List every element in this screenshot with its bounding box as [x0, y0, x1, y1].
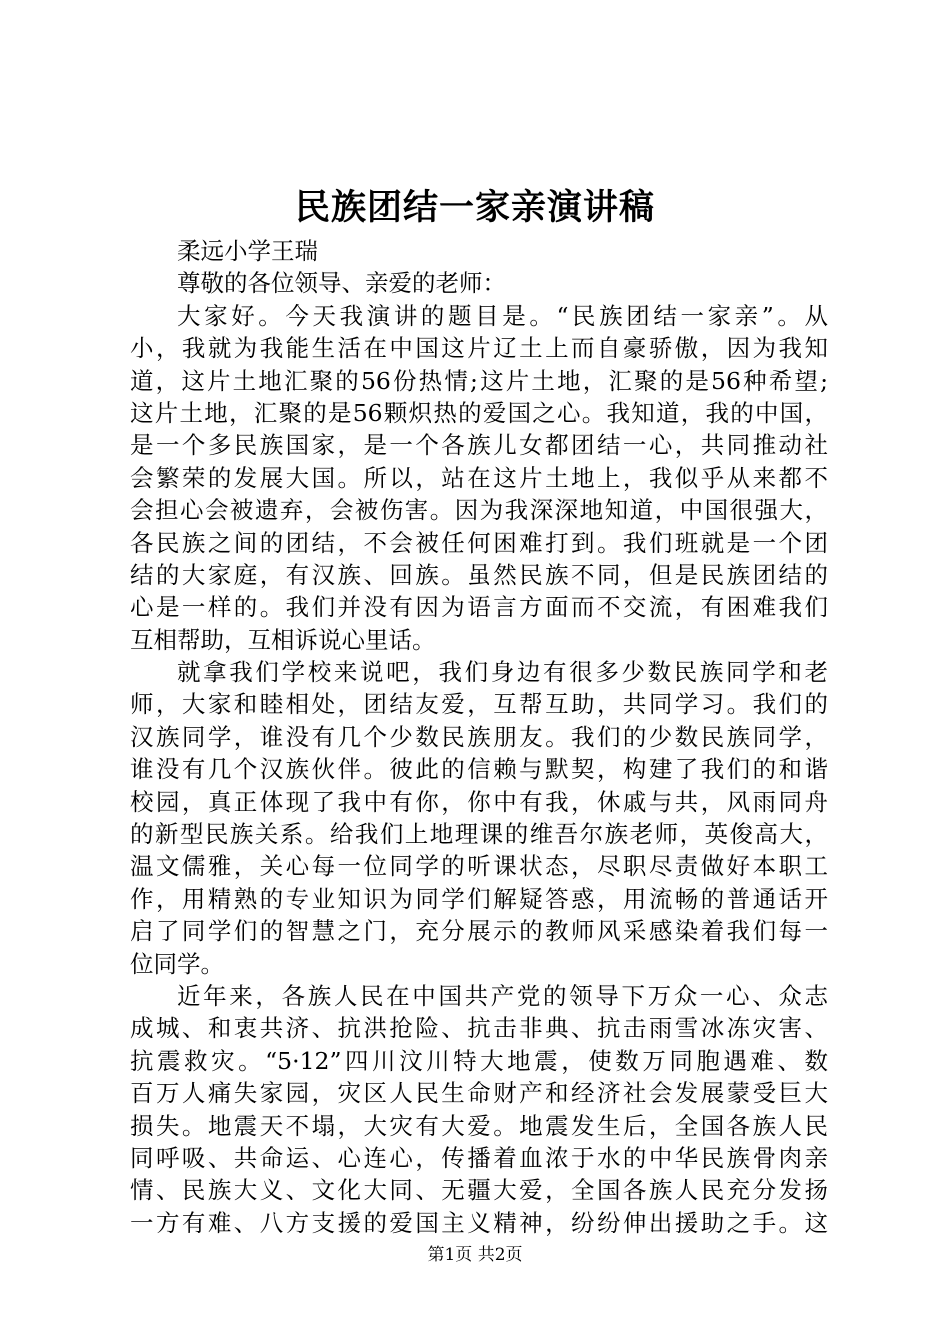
paragraph-line: 同呼吸、共命运、心连心，传播着血浓于水的中华民族骨肉亲: [130, 1143, 828, 1172]
paragraph-line: 这片土地，汇聚的是56颗炽热的爱国之心。我知道，我的中国，: [130, 398, 828, 427]
paragraph-line: 成城、和衷共济、抗洪抢险、抗击非典、抗击雨雪冰冻灾害、: [130, 1014, 828, 1043]
paragraph-line: 会担心会被遗弃，会被伤害。因为我深深地知道，中国很强大，: [130, 496, 828, 525]
paragraph-line: 位同学。: [130, 949, 224, 978]
salutation-line: 尊敬的各位领导、亲爱的老师：: [177, 269, 506, 298]
paragraph-line: 各民族之间的团结，不会被任何困难打到。我们班就是一个团: [130, 528, 828, 557]
paragraph-line: 道，这片土地汇聚的56份热情;这片土地，汇聚的是56种希望;: [130, 366, 828, 395]
paragraph-line: 师，大家和睦相处，团结友爱，互帮互助，共同学习。我们的: [130, 690, 828, 719]
author-line: 柔远小学王瑞: [177, 237, 318, 265]
page-footer: 第1页 共2页: [427, 1245, 523, 1265]
paragraph-line: 会繁荣的发展大国。所以，站在这片土地上，我似乎从来都不: [130, 463, 828, 492]
paragraph-line: 大家好。今天我演讲的题目是。“民族团结一家亲”。从: [177, 301, 828, 330]
paragraph: [130, 656, 828, 980]
paragraph-line: 汉族同学，谁没有几个少数民族朋友。我们的少数民族同学，: [130, 722, 828, 751]
paragraph-line: 校园，真正体现了我中有你，你中有我，休戚与共，风雨同舟: [130, 787, 828, 816]
paragraph-line: 就拿我们学校来说吧，我们身边有很多少数民族同学和老: [177, 658, 828, 687]
paragraph-line: 互相帮助，互相诉说心里话。: [130, 625, 436, 654]
paragraph-line: 温文儒雅，关心每一位同学的听课状态，尽职尽责做好本职工: [130, 852, 828, 881]
paragraph-line: 的新型民族关系。给我们上地理课的维吾尔族老师，英俊高大，: [130, 820, 828, 849]
paragraph-line: 损失。地震天不塌，大灾有大爱。地震发生后，全国各族人民: [130, 1111, 828, 1140]
paragraph: [130, 980, 828, 1239]
paragraph-line: 情、民族大义、文化大同、无疆大爱，全国各族人民充分发扬: [130, 1176, 828, 1205]
paragraph-line: 结的大家庭，有汉族、回族。虽然民族不同，但是民族团结的: [130, 560, 828, 589]
document-title: 民族团结一家亲演讲稿: [294, 187, 655, 228]
paragraph-line: 心是一样的。我们并没有因为语言方面而不交流，有困难我们: [130, 593, 828, 622]
paragraph-line: 近年来，各族人民在中国共产党的领导下万众一心、众志: [177, 981, 828, 1010]
paragraph-line: 谁没有几个汉族伙伴。彼此的信赖与默契，构建了我们的和谐: [130, 755, 828, 784]
paragraph-line: 启了同学们的智慧之门，充分展示的教师风采感染着我们每一: [130, 917, 828, 946]
paragraph-line: 是一个多民族国家，是一个各族儿女都团结一心，共同推动社: [130, 431, 828, 460]
paragraph-line: 小，我就为我能生活在中国这片辽土上而自豪骄傲，因为我知: [130, 334, 828, 363]
paragraph-line: 抗震救灾。“5·12”四川汶川特大地震，使数万同胞遇难、数: [130, 1046, 828, 1075]
document-body: [130, 235, 828, 1239]
paragraph-line: 百万人痛失家园，灾区人民生命财产和经济社会发展蒙受巨大: [130, 1079, 828, 1108]
paragraphs-container: [130, 300, 828, 1239]
paragraph-line: 作，用精熟的专业知识为同学们解疑答惑，用流畅的普通话开: [130, 884, 828, 913]
paragraph: [130, 300, 828, 656]
paragraph-line: 一方有难、八方支援的爱国主义精神，纷纷伸出援助之手。这: [130, 1208, 828, 1237]
